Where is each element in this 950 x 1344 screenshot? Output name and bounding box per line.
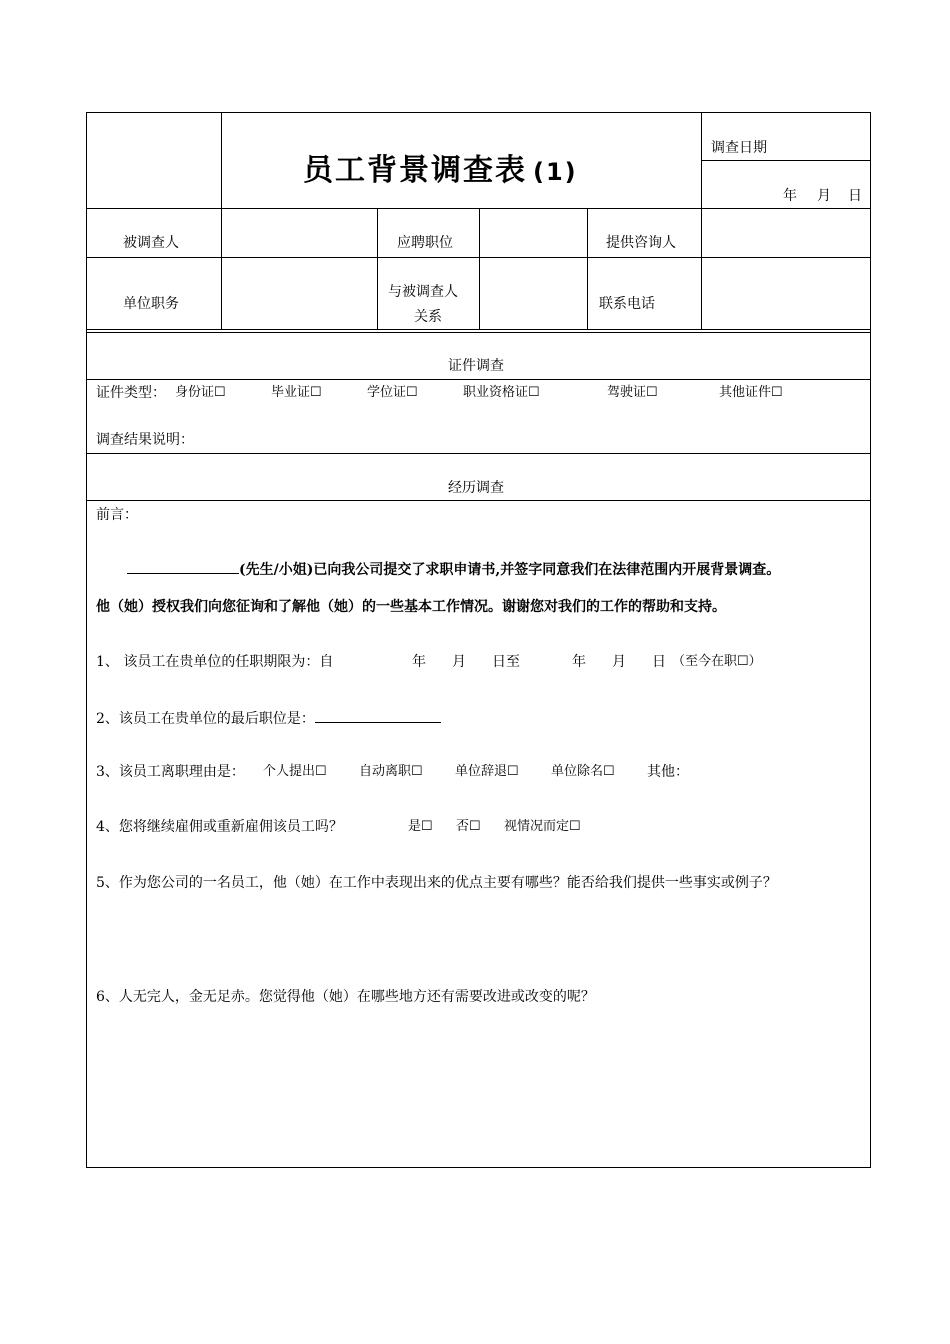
position-applied-label: 应聘职位 bbox=[397, 235, 453, 251]
intro-line-1 bbox=[127, 561, 780, 577]
certificate-result-label: 调查结果说明： bbox=[96, 432, 194, 448]
certificate-option-diploma: 毕业证☐ bbox=[271, 385, 322, 400]
relation-label-line2: 关系 bbox=[414, 309, 442, 325]
q1-prefix: 1、 该员工在贵单位的任职期限为：自 bbox=[96, 654, 334, 670]
date-year: 年 bbox=[783, 188, 797, 204]
certificate-option-qualification: 职业资格证☐ bbox=[463, 385, 540, 400]
q4-option-yes[interactable]: 是☐ bbox=[408, 819, 433, 834]
q2-question bbox=[96, 710, 441, 726]
certificate-option-id: 身份证☐ bbox=[175, 385, 226, 400]
q1-day-to: 日至 bbox=[492, 654, 520, 670]
referee-label: 提供咨询人 bbox=[606, 235, 676, 251]
preface-label: 前言： bbox=[96, 507, 138, 523]
phone-label: 联系电话 bbox=[599, 296, 655, 312]
q4-prefix: 4、您将继续雇佣或重新雇佣该员工吗？ bbox=[96, 819, 343, 835]
q4-option-no[interactable]: 否☐ bbox=[456, 819, 481, 834]
rule bbox=[701, 113, 702, 330]
rule bbox=[221, 113, 222, 330]
background-check-form bbox=[86, 112, 871, 1168]
respondent-label: 被调查人 bbox=[123, 235, 179, 251]
rule bbox=[377, 208, 378, 330]
q4-option-depends[interactable]: 视情况而定☐ bbox=[504, 819, 581, 834]
q3-prefix: 3、该员工离职理由是： bbox=[96, 764, 245, 780]
unit-title-label: 单位职务 bbox=[123, 296, 179, 312]
q1-month1: 月 bbox=[452, 654, 466, 670]
rule bbox=[87, 379, 871, 380]
certificate-option-degree: 学位证☐ bbox=[367, 385, 418, 400]
intro-line-2: 他（她）授权我们向您征询和了解他（她）的一些基本工作情况。谢谢您对我们的工作的帮助和支持。 bbox=[96, 599, 726, 615]
rule bbox=[87, 453, 871, 454]
q3-option-voluntary[interactable]: 自动离职☐ bbox=[359, 764, 423, 779]
q1-year2: 年 bbox=[572, 654, 586, 670]
candidate-name-blank[interactable] bbox=[127, 561, 239, 574]
last-position-blank[interactable] bbox=[315, 710, 441, 723]
q1-day2: 日 bbox=[652, 654, 666, 670]
form-title-number: (1) bbox=[533, 158, 578, 186]
q3-option-expelled[interactable]: 单位除名☐ bbox=[551, 764, 615, 779]
rule bbox=[701, 160, 871, 161]
q1-month2: 月 bbox=[612, 654, 626, 670]
q1-current-checkbox[interactable]: （至今在职☐） bbox=[672, 654, 762, 669]
date-day: 日 bbox=[848, 188, 862, 204]
rule bbox=[587, 208, 588, 330]
survey-date-label: 调查日期 bbox=[711, 140, 767, 156]
certificate-option-other: 其他证件☐ bbox=[719, 385, 783, 400]
q2-text: 2、该员工在贵单位的最后职位是： bbox=[96, 711, 315, 727]
intro-line-1-text: (先生/小姐)已向我公司提交了求职申请书,并签字同意我们在法律范围内开展背景调查。 bbox=[239, 562, 781, 578]
certificate-type-label: 证件类型： bbox=[96, 385, 166, 401]
certificate-section-title: 证件调查 bbox=[448, 358, 504, 374]
q5-question: 5、作为您公司的一名员工，他（她）在工作中表现出来的优点主要有哪些？能否给我们提供一些事实或例子？ bbox=[96, 875, 777, 891]
q1-year1: 年 bbox=[412, 654, 426, 670]
q6-question: 6、人无完人，金无足赤。您觉得他（她）在哪些地方还有需要改进或改变的呢？ bbox=[96, 989, 595, 1005]
rule bbox=[479, 208, 480, 330]
q3-option-personal[interactable]: 个人提出☐ bbox=[263, 764, 327, 779]
q3-option-other: 其他： bbox=[647, 764, 689, 780]
rule bbox=[87, 500, 871, 501]
relation-label-line1: 与被调查人 bbox=[388, 284, 458, 300]
rule bbox=[87, 332, 871, 333]
date-month: 月 bbox=[817, 188, 831, 204]
form-title bbox=[303, 153, 578, 188]
experience-section-title: 经历调查 bbox=[448, 480, 504, 496]
certificate-option-driver: 驾驶证☐ bbox=[607, 385, 658, 400]
form-title-text: 员工背景调查表 bbox=[303, 153, 527, 188]
q3-option-dismissed[interactable]: 单位辞退☐ bbox=[455, 764, 519, 779]
